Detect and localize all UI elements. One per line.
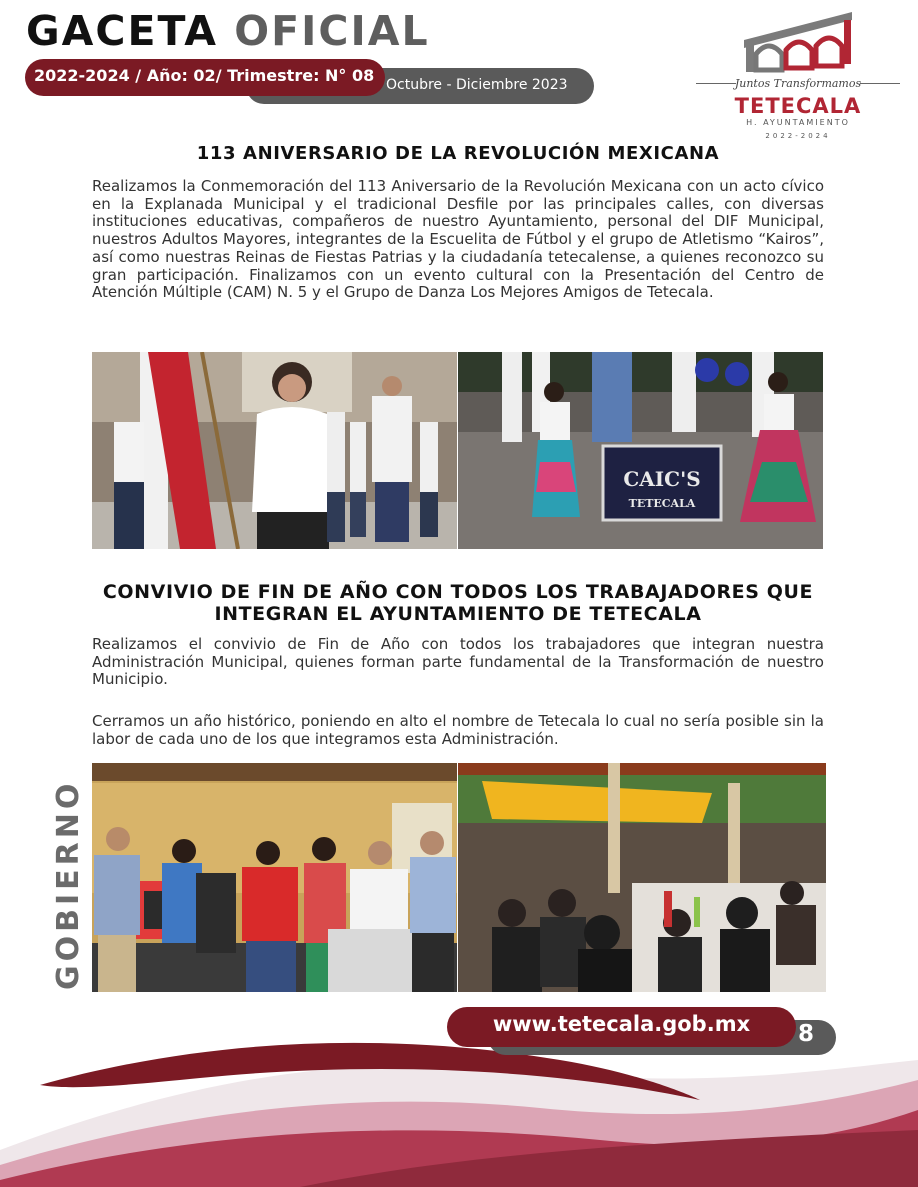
- year-end-party-photos: [92, 763, 826, 992]
- title-part-2: OFICIAL: [234, 7, 430, 55]
- arches-icon: [694, 10, 902, 76]
- revolution-parade-photos: [92, 352, 823, 549]
- period-text: Octubre - Diciembre 2023: [386, 77, 568, 93]
- website-url: www.tetecala.gob.mx: [492, 1012, 751, 1036]
- section1-heading: 113 ANIVERSARIO DE LA REVOLUCIÓN MEXICANA: [196, 143, 720, 164]
- section2-heading: CONVIVIO DE FIN DE AÑO CON TODOS LOS TRABAJADORES QUE INTEGRAN EL AYUNTAMIENTO DE TETECALA: [102, 581, 814, 625]
- tetecala-logo: [694, 10, 902, 144]
- caics-sign-line1: CAIC'S: [623, 467, 701, 491]
- logo-name: TETECALA: [734, 94, 862, 118]
- logo-years: 2022-2024: [765, 132, 831, 140]
- title-part-1: GACETA: [26, 7, 218, 55]
- gazette-title: [26, 6, 430, 56]
- logo-subtitle: H. AYUNTAMIENTO: [746, 118, 850, 127]
- section1-body: Realizamos la Conmemoración del 113 Aniversario de la Revolución Mexicana con un acto cívico en la Explanada Municipal y el tradicional Desfile por las principales calles, con diversas instituciones educativas, compañeros de nuestro Ayuntamiento, personal del DIF Municipal, nuestros Adultos Mayores, integrantes de la Escuelita de Fútbol y el grupo de Atletismo “Kairos”, así como nuestras Reinas de Fiestas Patrias y la ciudadanía tetecalense, a quienes reconozco su gran participación. Finalizamos con un evento cultural con la Presentación del Centro de Atención Múltiple (CAM) N. 5 y el Grupo de Danza Los Mejores Amigos de Tetecala.: [92, 177, 824, 302]
- page-number: 8: [798, 1021, 815, 1047]
- section2-body-2: Cerramos un año histórico, poniendo en alto el nombre de Tetecala lo cual no sería posible sin la labor de cada uno de los que integramos esta Administración.: [92, 712, 824, 748]
- issue-text: 2022-2024 / Año: 02/ Trimestre: N° 08: [34, 66, 375, 85]
- section2-body-1: Realizamos el convivio de Fin de Año con todos los trabajadores que integran nuestra Administración Municipal, quienes forman parte fundamental de la Transformación de nuestro Municipio.: [92, 635, 824, 689]
- caics-sign-line2: TETECALA: [628, 497, 696, 510]
- logo-tagline: Juntos Transformamos: [734, 77, 862, 90]
- section-side-label: GOBIERNO: [51, 779, 86, 990]
